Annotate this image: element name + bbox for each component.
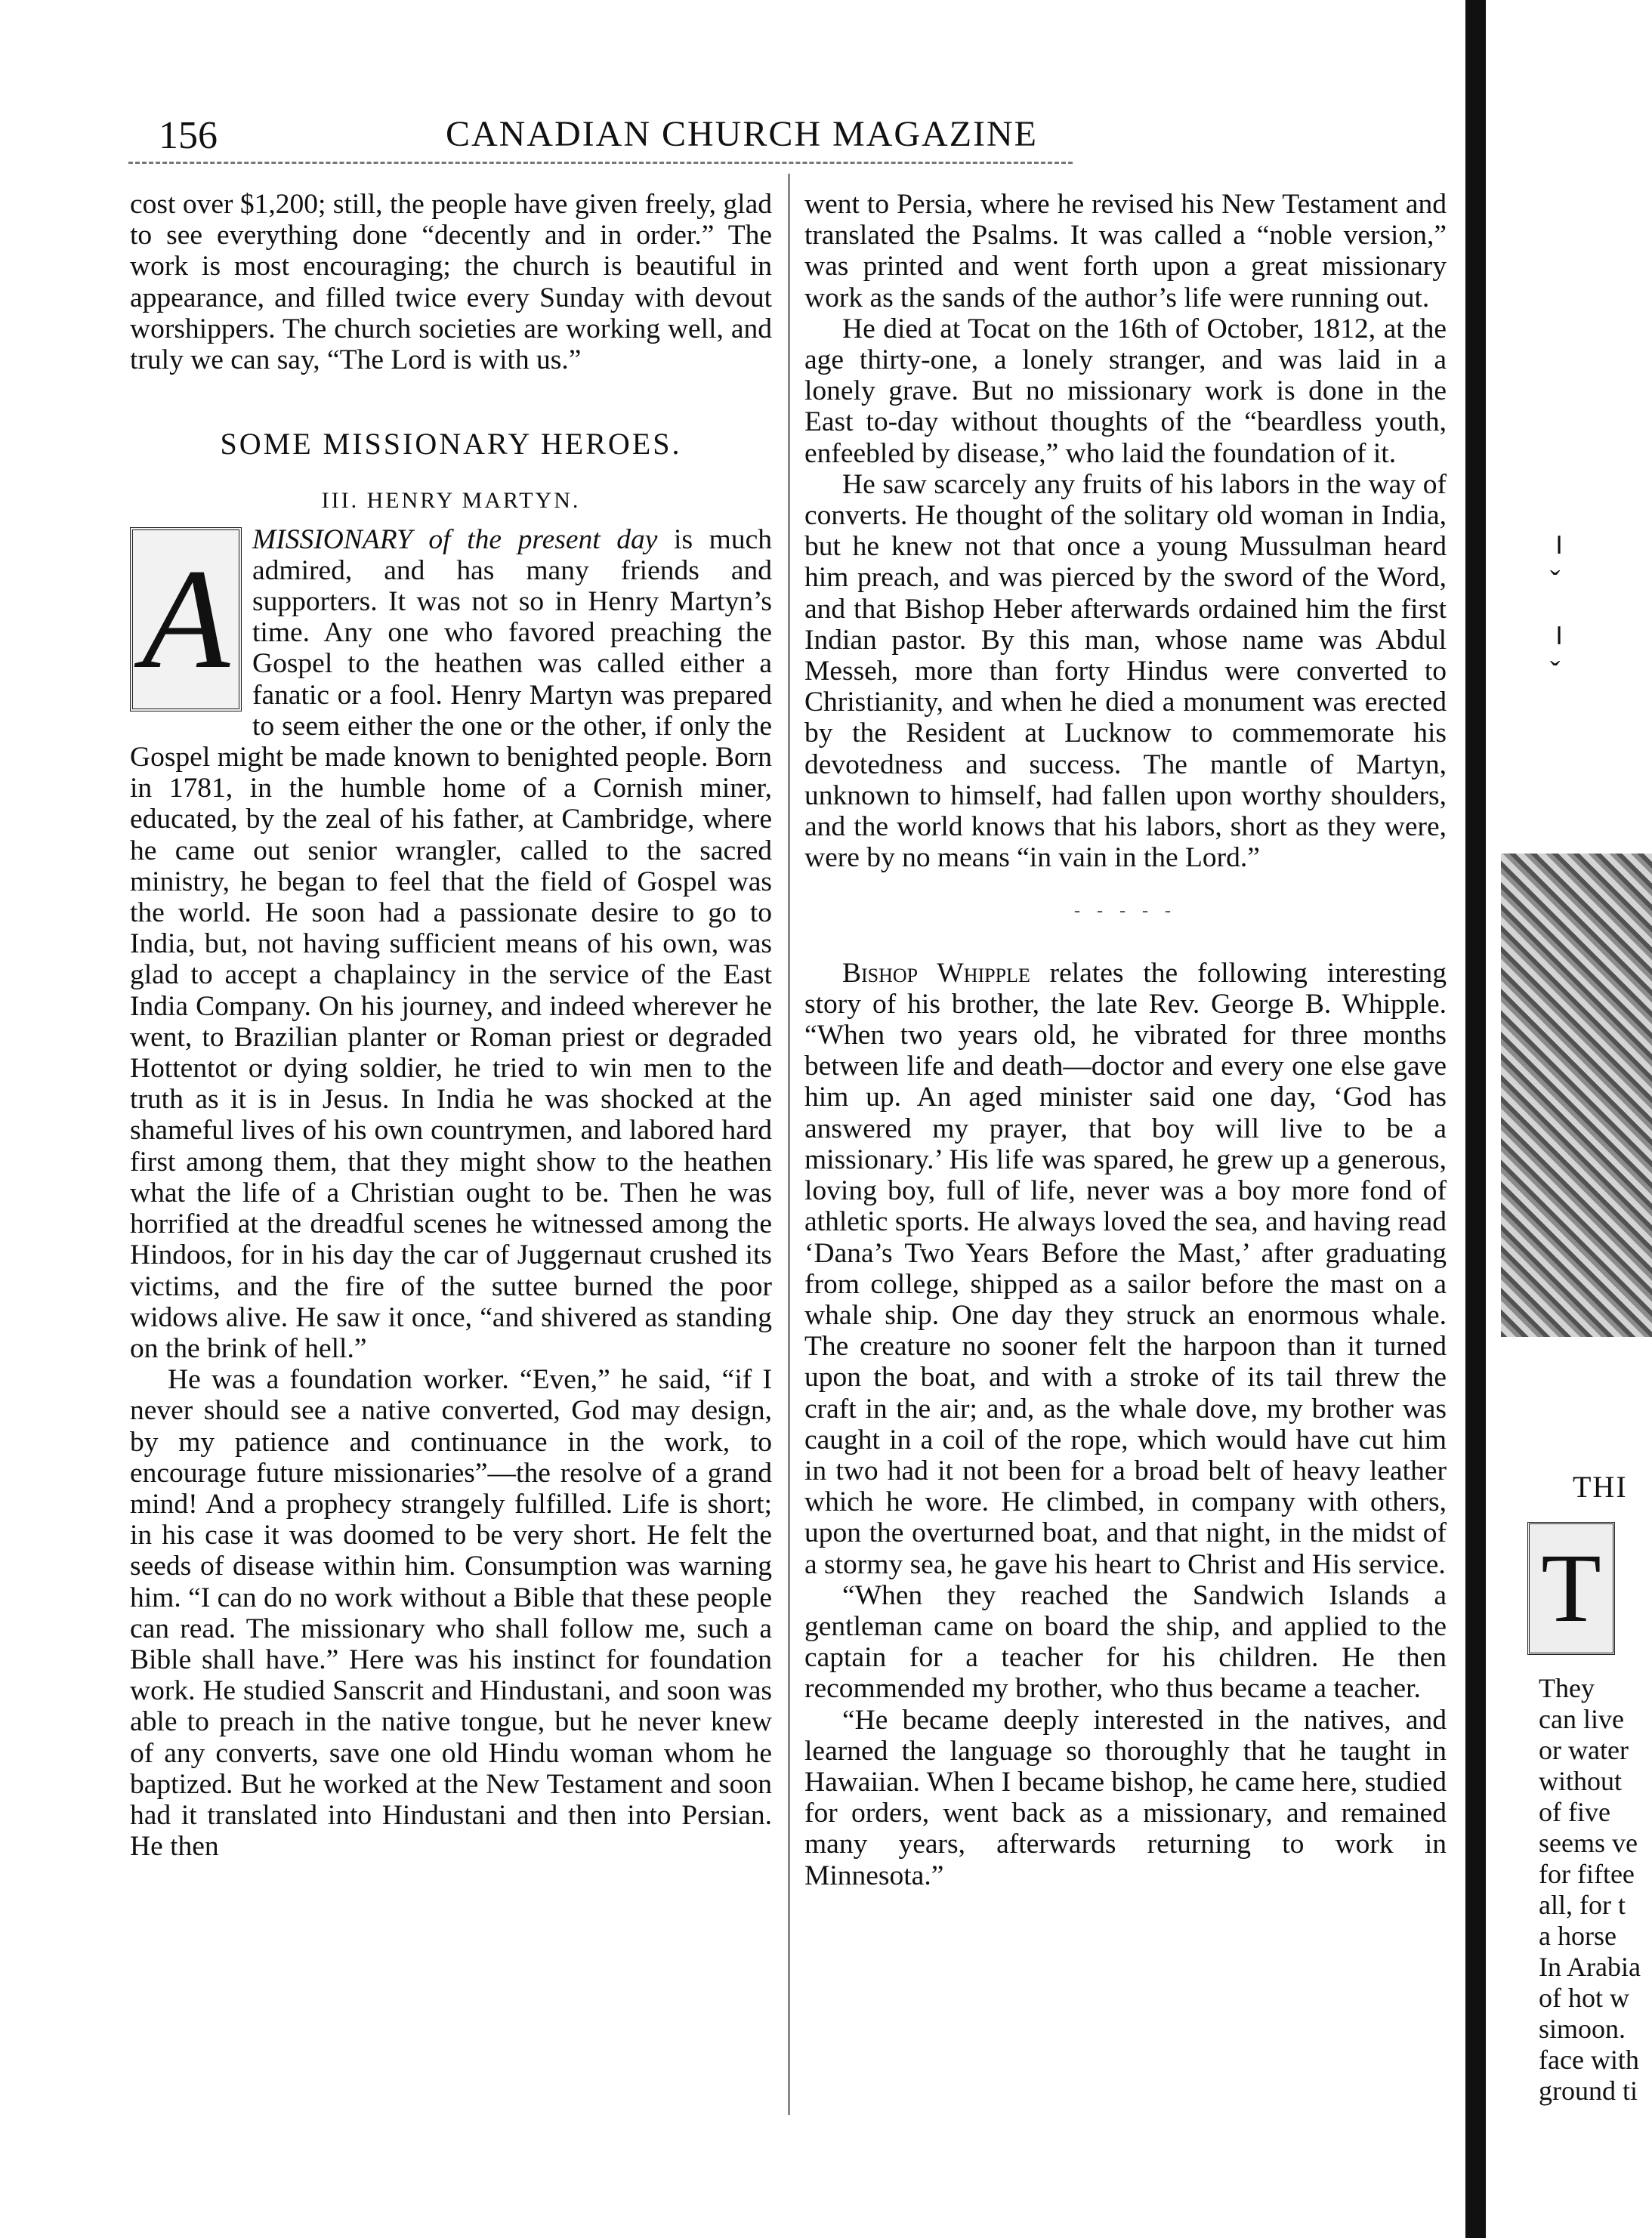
edge-line: of hot w	[1539, 1983, 1629, 2013]
edge-line: ground ti	[1539, 2076, 1638, 2106]
right-para-6: “He became deeply interested in the natives, and learned the language so thoroughly that he taught in Hawaiian. When I became bishop, he came here, studied for orders, went back as a missionary, and remained many years, afterwards returning to work in Minnesota.”	[804, 1704, 1447, 1891]
left-column	[130, 189, 772, 1862]
edge-line: all, for t	[1539, 1890, 1626, 1920]
subsection-title: III. HENRY MARTYN.	[321, 488, 581, 514]
edge-line: of five	[1539, 1797, 1610, 1827]
section-separator: - - - - -	[1074, 901, 1177, 921]
left-para-2	[130, 524, 772, 1364]
right-para-2: He died at Tocat on the 16th of October, 1812, at the age thirty-one, a lonely stranger, and was laid in a lonely grave. But no missionary work is done in the East to-day without thoughts of the “beardless youth, enfeebled by disease,” who laid the foundation of it.	[804, 313, 1447, 469]
page-gutter-shadow	[1465, 0, 1486, 2238]
section-title: SOME MISSIONARY HEROES.	[220, 427, 682, 461]
right-column	[804, 189, 1447, 1891]
right-para-1: went to Persia, where he revised his New Testament and translated the Psalms. It was called a “noble version,” was printed and went forth upon a great missionary work as the sands of the author’s life were running out.	[804, 189, 1447, 313]
edge-line: for fiftee	[1539, 1859, 1635, 1889]
page-header	[159, 113, 1065, 166]
edge-line: simoon.	[1539, 2014, 1626, 2044]
right-para-3: He saw scarcely any fruits of his labors in the way of converts. He thought of the solitary old woman in India, but he knew not that once a young Mussulman heard him preach, and was pierced by the sword of the Word, and that Bishop Heber afterwards ordained him the first Indian pastor. By this man, whose name was Abdul Messeh, more than forty Hindus were converted to Christianity, and when he died a monument was erected by the Resident at Lucknow to commemorate his devotedness and success. The mantle of Martyn, unknown to himself, had fallen upon worthy shoulders, and the world knows that his labors, short as they were, were by no means “in vain in the Lord.”	[804, 468, 1447, 874]
facing-page-fragment	[1486, 0, 1652, 2238]
bishop-name: Bishop Whipple	[842, 957, 1030, 989]
edge-line: a horse	[1539, 1921, 1616, 1951]
edge-dropcap-t: T	[1527, 1522, 1615, 1655]
ornamental-dropcap-a: A	[130, 527, 242, 712]
edge-line: without	[1539, 1766, 1623, 1796]
left-para-2-italic: MISSIONARY of the present day	[252, 523, 658, 555]
edge-line: In Arabia	[1539, 1952, 1641, 1982]
edge-line: seems ve	[1539, 1828, 1638, 1858]
header-rule	[128, 162, 1073, 164]
edge-line: They	[1539, 1673, 1595, 1703]
right-para-5: “When they reached the Sandwich Islands a gentleman came on board the ship, and applied to the captain for a teacher for his children. He then recommended my brother, who thus became a teacher.	[804, 1579, 1447, 1705]
edge-line: or water	[1539, 1735, 1629, 1765]
edge-heading: THI	[1573, 1470, 1628, 1504]
left-para-3: He was a foundation worker. “Even,” he said, “if I never should see a native converted, God may design, by my patience and continuance in the work, to encourage future missionaries”—the resolve of a grand mind! And a prophecy strangely fulfilled. Life is short; in his case it was doomed to be very short. He felt the seeds of disease within him. Consumption was warning him. “I can do no work without a Bible that these people can read. The missionary who shall follow me, such a Bible shall have.” Here was his instinct for foundation work. He studied Sanscrit and Hindustani, and soon was able to preach in the native tongue, but he never knew of any converts, save one old Hindu woman whom he baptized. But he worked at the New Testament and soon had it translated into Hindustani and then into Persian. He then	[130, 1364, 772, 1863]
edge-marks: ╷ ˇ ╷ ˇ	[1550, 519, 1569, 689]
edge-line: can live	[1539, 1704, 1624, 1734]
column-divider	[788, 174, 790, 2115]
left-para-2-text: is much admired, and has many friends and supporters. It was not so in Henry Martyn’s time. Any one who favored preaching the Gospel to the heathen was called either a fanatic or a fool. Henry Martyn was prepared to seem either the one or the other, if only the Gospel might be made known to benighted people. Born in 1781, in the humble home of a Cornish miner, educated, by the zeal of his father, at Cambridge, where he came out senior wrangler, called to the sacred ministry, he began to feel that the field of Gospel was the world. He soon had a passionate desire to go to India, but, not having sufficient means of his own, was glad to accept a chaplaincy in the service of the East India Company. On his journey, and indeed wherever he went, to Brazilian planter or Roman priest or degraded Hottentot or dying soldier, he tried to win men to the truth as it is in Jesus. In India he was shocked at the shameful lives of his own countrymen, and labored hard first among them, that they might show to the heathen what the life of a Christian ought to be. Then he was horrified at the dreadful scenes he witnessed among the Hindoos, for in his day the car of Juggernaut crushed its victims, and the fire of the suttee burned the poor widows alive. He saw it once, “and shivered as standing on the brink of hell.”	[130, 523, 772, 1364]
right-para-4-text: relates the following interesting story of his brother, the late Rev. George B. Whipple. “When two years old, he vibrated for three months between life and death—doctor and every one else gave him up. An aged minister said one day, ‘God has answered my prayer, that boy will live to be a missionary.’ His life was spared, he grew up a generous, loving boy, full of life, never was a boy more fond of athletic sports. He always loved the sea, and having read ‘Dana’s Two Years Before the Mast,’ after graduating from college, shipped as a sailor before the mast on a whale ship. One day they struck an enormous whale. The creature no sooner felt the harpoon than it turned upon the boat, and with a stroke of its tail threw the craft in the air; and, as the whale dove, my brother was caught in a coil of the rope, which would have cut him in two had it not been for a broad belt of heavy leather which he wore. He climbed, in company with others, upon the overturned boat, and that night, in the midst of a stormy sea, he gave his heart to Christ and His service.	[804, 957, 1447, 1580]
right-para-4	[804, 958, 1447, 1580]
edge-text-lines	[1539, 1673, 1641, 2107]
edge-line: face with	[1539, 2045, 1639, 2075]
page-number: 156	[159, 114, 218, 157]
engraving-fragment	[1501, 854, 1652, 1337]
left-para-1: cost over $1,200; still, the people have given freely, glad to see everything done “decently and in order.” The work is most encouraging; the church is beautiful in appearance, and filled twice every Sunday with devout worshippers. The church societies are working well, and truly we can say, “The Lord is with us.”	[130, 189, 772, 376]
running-title: CANADIAN CHURCH MAGAZINE	[446, 114, 1038, 154]
